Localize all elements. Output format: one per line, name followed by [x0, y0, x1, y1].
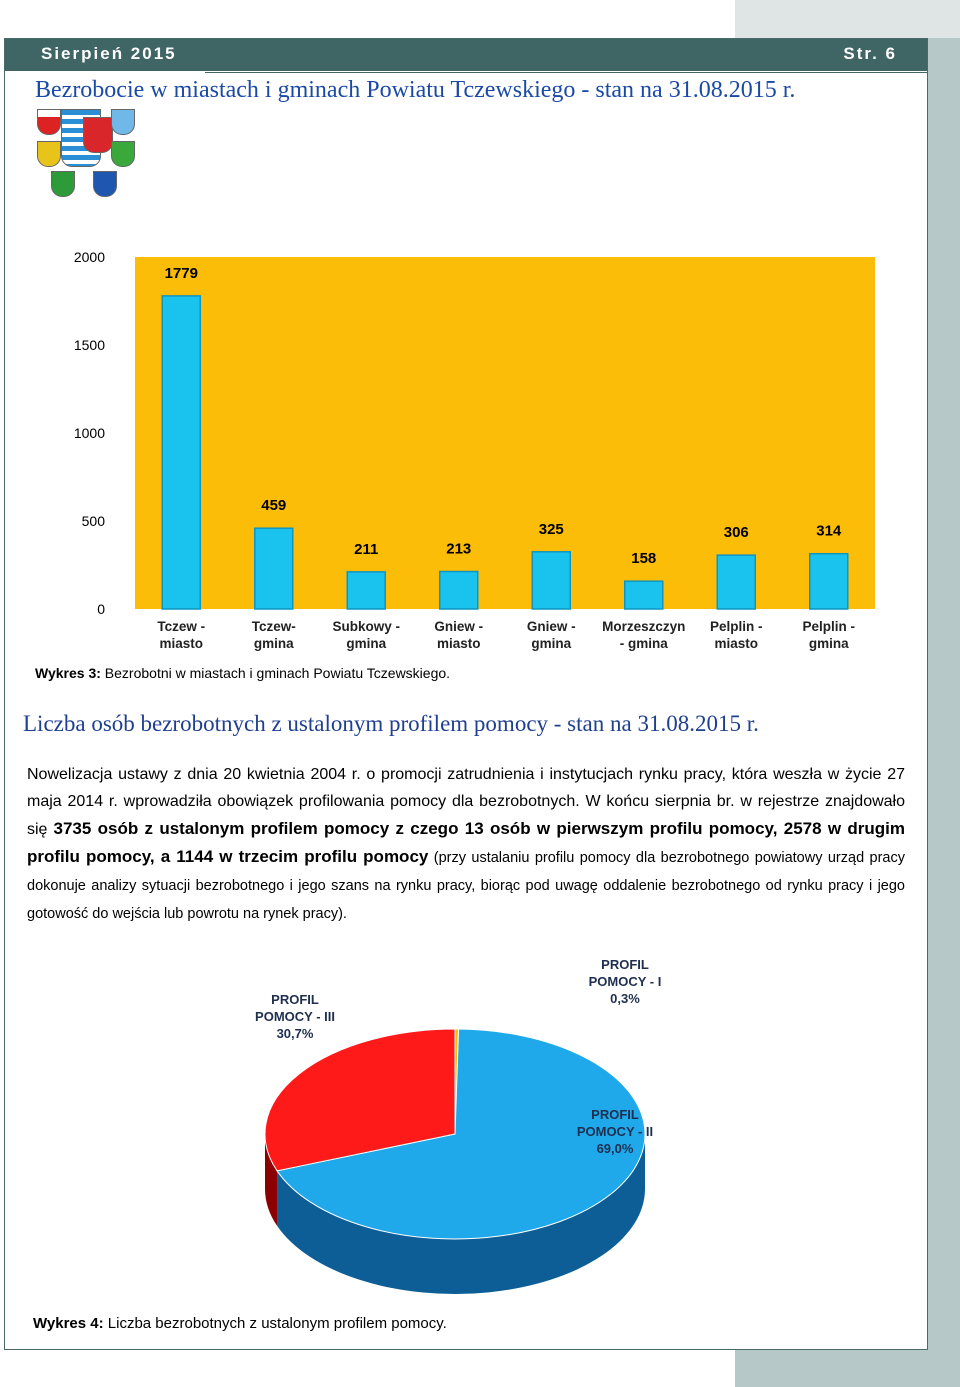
x-tick-label: Subkowy - — [332, 619, 401, 634]
page-number: Str. 6 — [843, 44, 897, 63]
caption-text: Liczba bezrobotnych z ustalonym profilem pomocy. — [103, 1315, 447, 1332]
newsletter-page — [4, 38, 928, 1350]
crest-icon — [37, 109, 61, 135]
crest-icon — [51, 171, 75, 197]
bar-value-label: 211 — [354, 540, 379, 558]
pie-label: 0,3% — [610, 991, 640, 1006]
x-tick-label: gmina — [531, 636, 572, 651]
plot-area — [135, 257, 875, 609]
header-bar — [5, 39, 927, 71]
y-tick-label: 2000 — [73, 249, 105, 265]
x-tick-label: Pelplin - — [709, 619, 763, 634]
y-tick-label: 0 — [97, 601, 105, 617]
caption-label: Wykres 4: — [33, 1315, 104, 1332]
bar-value-label: 325 — [538, 520, 564, 538]
crest-icon — [111, 141, 135, 167]
bar-value-label: 1779 — [164, 264, 198, 282]
body-paragraph — [27, 761, 905, 928]
paragraph-intro: Nowelizacja ustawy z dnia 20 kwietnia 2004 r. o promocji zatrudnienia i instytucjach rynku pracy, która weszła w życie 27 maja 2014 r. wprowadziła obowiązek profilowania pomocy dla bezrobotnych. W końcu sierpnia br. w rejestrze znajdowało się — [27, 766, 905, 838]
caption-label: Wykres 3: — [35, 665, 101, 681]
bar-value-label: 213 — [446, 540, 472, 558]
y-tick-label: 500 — [81, 513, 105, 529]
pie-chart — [225, 959, 725, 1309]
bar-value-label: 459 — [261, 497, 287, 515]
paragraph-highlight: 3735 osób z ustalonym profilem pomocy z czego 13 osób w pierwszym profilu pomocy, 2578 w drugim profilu pomocy, a 1144 w trzecim profilu pomocy — [27, 819, 905, 866]
x-tick-label: - gmina — [619, 636, 668, 651]
paragraph-note: (przy ustalaniu profilu pomocy dla bezrobotnego powiatowy urząd pracy dokonuje analizy sytuacji bezrobotnego i jego szans na rynku pracy, biorąc pod uwagę oddalenie bezrobotnego od rynku pracy i jego gotowość do wejścia lub powrotu na rynek pracy). — [27, 850, 905, 922]
x-tick-label: Tczew- — [251, 619, 296, 634]
x-tick-label: miasto — [436, 636, 481, 651]
bar-value-label: 158 — [631, 550, 657, 568]
chart-caption-3 — [35, 665, 450, 681]
pie-label: 30,7% — [276, 1026, 314, 1041]
pie-label: PROFIL — [601, 959, 649, 972]
crest-icon — [111, 109, 135, 135]
x-tick-label: Pelplin - — [802, 619, 856, 634]
chart-caption-4 — [33, 1315, 447, 1332]
bar — [347, 572, 385, 609]
pie-label: 69,0% — [596, 1141, 634, 1156]
pie-label: POMOCY - II — [576, 1124, 654, 1139]
bar — [255, 528, 293, 609]
pie-label: POMOCY - III — [255, 1009, 335, 1024]
top-sidebar-band — [735, 0, 960, 38]
issue-date: Sierpień 2015 — [41, 44, 177, 63]
pie-label: POMOCY - I — [588, 974, 662, 989]
bar — [532, 552, 570, 609]
crest-icon — [83, 117, 113, 153]
crest-icon — [93, 171, 117, 197]
x-tick-label: Tczew - — [157, 619, 206, 634]
pie-label: PROFIL — [271, 992, 319, 1007]
x-tick-label: Morzeszczyn — [602, 619, 686, 634]
bar-chart — [25, 209, 905, 659]
section-title: Liczba osób bezrobotnych z ustalonym profilem pomocy - stan na 31.08.2015 r. — [23, 711, 759, 736]
crest-icon — [37, 141, 61, 167]
x-tick-label: miasto — [159, 636, 204, 651]
x-tick-label: miasto — [714, 636, 759, 651]
pie-label: PROFIL — [591, 1107, 639, 1122]
x-tick-label: gmina — [346, 636, 387, 651]
x-tick-label: gmina — [808, 636, 849, 651]
bar — [440, 572, 478, 609]
bar — [810, 554, 848, 609]
x-tick-label: Gniew - — [434, 619, 484, 634]
y-tick-label: 1500 — [73, 337, 105, 353]
y-tick-label: 1000 — [73, 425, 105, 441]
header-underline — [205, 72, 927, 73]
x-tick-label: Gniew - — [526, 619, 576, 634]
bar — [717, 555, 755, 609]
bar-value-label: 306 — [723, 524, 749, 542]
bar-value-label: 314 — [816, 522, 842, 540]
caption-text: Bezrobotni w miastach i gminach Powiatu Tczewskiego. — [100, 665, 451, 681]
page-title: Bezrobocie w miastach i gminach Powiatu Tczewskiego - stan na 31.08.2015 r. — [35, 77, 796, 103]
bar — [625, 581, 663, 609]
x-tick-label: gmina — [253, 636, 294, 651]
bar — [162, 296, 200, 609]
